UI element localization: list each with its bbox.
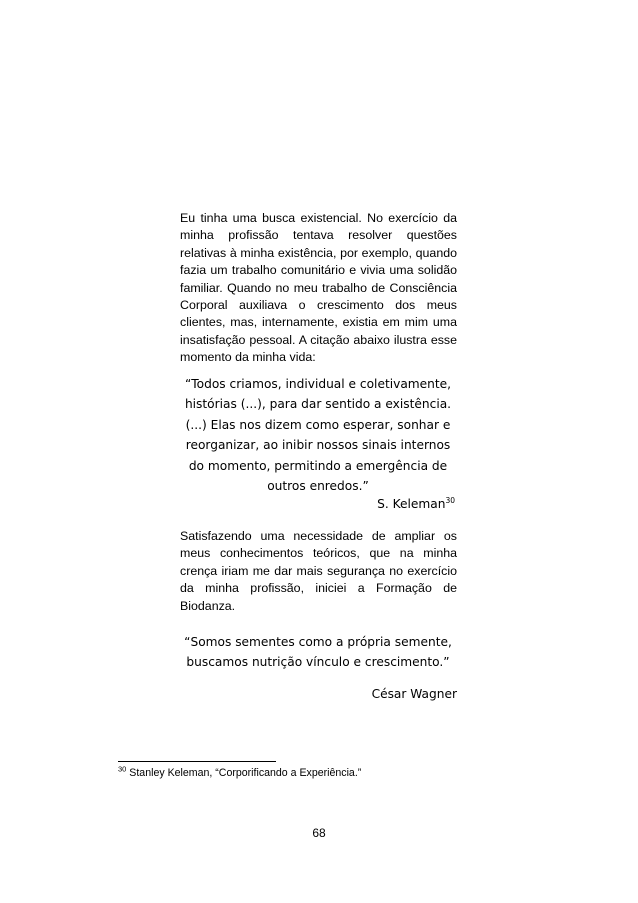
footnote-divider (118, 761, 276, 762)
quote-author: César Wagner (371, 687, 457, 701)
page-number: 68 (312, 826, 326, 840)
footnote-number: 30 (118, 764, 127, 774)
quote-line: outros enredos.” (267, 479, 369, 494)
body-paragraph-1: Eu tinha uma busca existencial. No exercício da minha profissão tentava resolver questões relativas à minha existência, por exemplo, quando fazia um trabalho comunitário e vivia uma solidão familiar. Quando no meu trabalho de Consciência Corporal auxiliava o crescimento dos meus clientes, mas, internamente, existia em mim uma insatisfação pessoal. A citação abaixo ilustra esse momento da minha vida: (180, 211, 457, 365)
footnote (118, 766, 361, 780)
body-paragraph-2: Satisfazendo uma necessidade de ampliar os meus conhecimentos teóricos, que na minha crença iriam me dar mais segurança no exercício da minha profissão, iniciei a Formação de Biodanza. (180, 529, 457, 613)
quote-attribution-wagner (372, 686, 457, 702)
quote-line: reorganizar, ao inibir nossos sinais internos (185, 438, 451, 453)
quote-line: do momento, permitindo a emergência de (188, 458, 448, 473)
quote-line: “Todos criamos, individual e coletivamente, (184, 377, 452, 391)
footnote-reference[interactable]: 30 (445, 495, 455, 505)
footnote-text: Stanley Keleman, “Corporificando a Experiência.” (129, 767, 362, 779)
block-quote-keleman (178, 374, 458, 496)
quote-line: “Somos sementes como a própria semente, (184, 635, 452, 649)
quote-author: S. Keleman (377, 497, 446, 511)
quote-attribution-keleman (377, 496, 455, 512)
quote-line: buscamos nutrição vínculo e crescimento.” (186, 655, 450, 670)
block-quote-wagner (178, 632, 458, 673)
quote-line: histórias (...), para dar sentido a existência. (184, 397, 452, 412)
quote-line: (...) Elas nos dizem como esperar, sonhar e (185, 417, 451, 432)
